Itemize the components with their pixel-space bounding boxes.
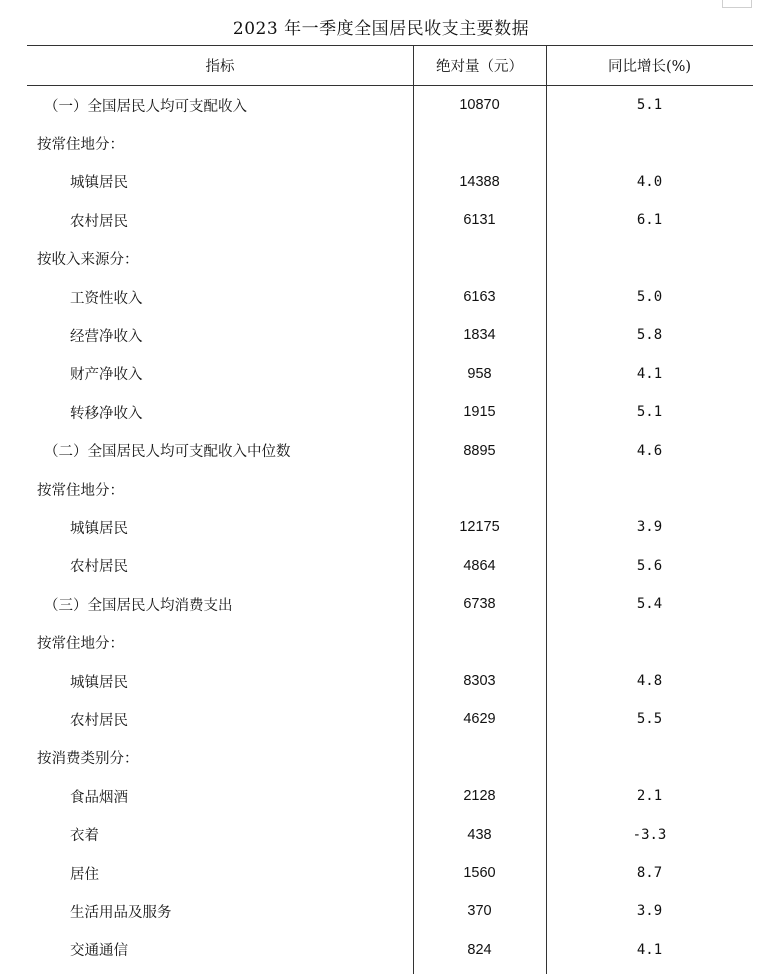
row-yoy-growth: 4.0	[636, 173, 663, 190]
table-row	[27, 124, 753, 162]
row-indicator: 按常住地分：	[37, 136, 124, 153]
row-yoy-growth: 6.1	[636, 212, 663, 229]
row-absolute-value: 8303	[463, 673, 496, 689]
row-indicator: 农村居民	[70, 712, 128, 729]
row-yoy-growth	[546, 739, 753, 777]
row-indicator: 居住	[70, 866, 99, 883]
row-indicator: （三）全国居民人均消费支出	[44, 597, 233, 614]
row-indicator: 农村居民	[70, 213, 128, 230]
row-yoy-growth: 4.1	[636, 365, 663, 382]
row-absolute-value: 824	[467, 941, 492, 958]
table-row	[27, 585, 753, 623]
page-title: 2023 年一季度全国居民收支主要数据	[232, 19, 530, 39]
row-indicator: （二）全国居民人均可支配收入中位数	[44, 444, 291, 461]
row-absolute-value	[413, 240, 546, 278]
row-absolute-value: 1560	[463, 865, 496, 881]
row-yoy-growth	[546, 124, 753, 162]
row-absolute-value: 12175	[459, 519, 500, 536]
row-absolute-value: 10870	[459, 97, 500, 113]
table-row	[27, 278, 753, 316]
table-row	[27, 240, 753, 278]
row-yoy-growth: 5.0	[636, 289, 663, 305]
row-indicator: 交通通信	[70, 943, 128, 960]
row-yoy-growth: 3.9	[636, 519, 663, 536]
table-row	[27, 547, 753, 585]
row-absolute-value: 1915	[463, 404, 496, 421]
row-yoy-growth: 5.5	[636, 711, 663, 728]
row-absolute-value	[413, 470, 546, 508]
header-yoy: 同比增长(%)	[607, 59, 692, 75]
table-row	[27, 432, 753, 470]
row-indicator: 按消费类别分：	[37, 751, 139, 768]
table-row	[27, 854, 753, 892]
row-absolute-value	[413, 624, 546, 662]
row-absolute-value: 4864	[463, 557, 496, 574]
row-indicator: 按常住地分：	[37, 482, 124, 499]
row-absolute-value	[413, 739, 546, 777]
table-row	[27, 470, 753, 508]
table-header	[27, 46, 753, 86]
row-indicator: 按收入来源分：	[37, 252, 139, 269]
table-row	[27, 163, 753, 201]
row-yoy-growth	[546, 624, 753, 662]
table-row	[27, 624, 753, 662]
row-indicator: 经营净收入	[70, 328, 143, 345]
table-row	[27, 931, 753, 969]
row-absolute-value: 958	[467, 365, 492, 382]
table-row	[27, 393, 753, 431]
row-indicator: 按常住地分：	[37, 636, 124, 653]
row-indicator: 城镇居民	[70, 674, 128, 691]
row-absolute-value: 2128	[463, 788, 496, 805]
row-indicator: 农村居民	[70, 559, 128, 576]
row-yoy-growth: 2.1	[636, 788, 663, 805]
row-yoy-growth	[546, 470, 753, 508]
table-row	[27, 316, 753, 354]
row-yoy-growth: -3.3	[632, 826, 667, 843]
table-row	[27, 816, 753, 854]
row-yoy-growth: 5.4	[636, 596, 663, 613]
row-yoy-growth	[546, 240, 753, 278]
row-absolute-value: 6131	[463, 212, 496, 229]
row-yoy-growth: 8.7	[636, 865, 663, 881]
row-absolute-value	[413, 124, 546, 162]
row-yoy-growth: 4.8	[636, 673, 663, 689]
table-row	[27, 700, 753, 738]
row-absolute-value: 1834	[463, 327, 496, 344]
row-indicator: 衣着	[70, 828, 99, 845]
header-indicator: 指标	[205, 59, 235, 75]
data-table	[27, 45, 753, 974]
row-yoy-growth: 5.8	[636, 327, 663, 344]
row-absolute-value: 14388	[459, 173, 500, 190]
header-absolute: 绝对量（元）	[436, 59, 523, 75]
corner-box	[722, 0, 752, 8]
row-indicator: 生活用品及服务	[70, 904, 172, 921]
row-yoy-growth: 5.1	[636, 97, 663, 113]
row-absolute-value: 4629	[463, 711, 496, 728]
row-indicator: 工资性收入	[70, 290, 143, 307]
row-absolute-value: 8895	[463, 442, 496, 459]
row-absolute-value: 6163	[463, 289, 496, 305]
row-indicator: 城镇居民	[70, 175, 128, 192]
table-row	[27, 508, 753, 546]
table-row	[27, 662, 753, 700]
table-row	[27, 355, 753, 393]
row-absolute-value: 370	[467, 903, 492, 920]
row-indicator: 财产净收入	[70, 367, 143, 384]
row-indicator: 转移净收入	[70, 405, 143, 422]
row-yoy-growth: 5.6	[636, 557, 663, 574]
row-yoy-growth: 5.1	[636, 404, 663, 421]
row-yoy-growth: 4.6	[636, 442, 663, 459]
row-yoy-growth: 4.1	[636, 941, 663, 958]
row-indicator: 城镇居民	[70, 520, 128, 537]
table-row	[27, 777, 753, 815]
table-row	[27, 739, 753, 777]
row-indicator: （一）全国居民人均可支配收入	[44, 98, 247, 115]
table-row	[27, 86, 753, 124]
row-absolute-value: 438	[467, 826, 492, 843]
table-row	[27, 892, 753, 930]
table-row	[27, 201, 753, 239]
row-yoy-growth: 3.9	[636, 903, 663, 920]
row-indicator: 食品烟酒	[70, 789, 128, 806]
row-absolute-value: 6738	[463, 596, 496, 613]
